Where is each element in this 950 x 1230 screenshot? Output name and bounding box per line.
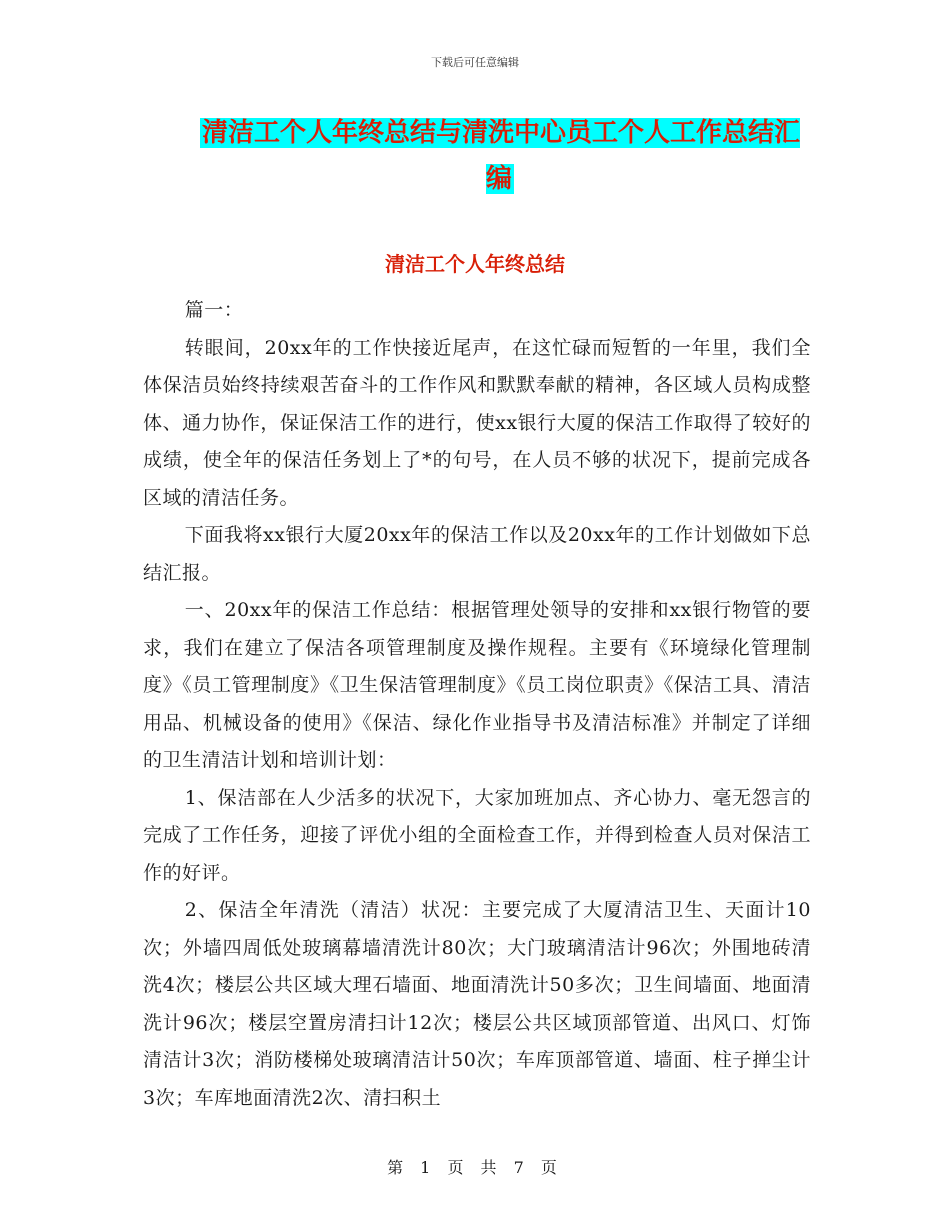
section-title: 清洁工个人年终总结	[385, 252, 565, 276]
paragraph: 篇一：	[184, 299, 244, 321]
page-footer: 第 1 页 共 7 页	[387, 1158, 563, 1177]
paragraph: 2、保洁全年清洗（清洁）状况：主要完成了大厦清洁卫生、天面计10次；外墙四周低处玻璃幕墙清洗计80次；大门玻璃清洁计96次；外围地砖清洗4次；楼层公共区域大理石墙面、地面清洗计50多次；卫生间墙面、地面清洗计96次；楼层空置房清扫计12次；楼层公共区域顶部管道、出风口、灯饰清洁计3次；消防楼梯处玻璃清洁计50次；车库顶部管道、墙面、柱子掸尘计3次；车库地面清洗2次、清扫积土	[143, 899, 811, 1109]
paragraph: 一、20xx年的保洁工作总结：根据管理处领导的安排和xx银行物管的要求，我们在建立了保洁各项管理制度及操作规程。主要有《环境绿化管理制度》《员工管理制度》《卫生保洁管理制度》《员工岗位职责》《保洁工具、清洁用品、机械设备的使用》《保洁、绿化作业指导书及清洁标准》并制定了详细的卫生清洁计划和培训计划：	[143, 599, 811, 771]
paragraph: 下面我将xx银行大厦20xx年的保洁工作以及20xx年的工作计划做如下总结汇报。	[143, 524, 811, 584]
paragraph: 转眼间，20xx年的工作快接近尾声，在这忙碌而短暂的一年里，我们全体保洁员始终持续艰苦奋斗的工作作风和默默奉献的精神，各区域人员构成整体、通力协作，保证保洁工作的进行，使xx银行大厦的保洁工作取得了较好的成绩，使全年的保洁任务划上了*的句号，在人员不够的状况下，提前完成各区域的清洁任务。	[143, 336, 811, 509]
document-title	[190, 110, 810, 202]
document-body	[143, 292, 811, 1117]
paragraph: 1、保洁部在人少活多的状况下，大家加班加点、齐心协力、毫无怨言的完成了工作任务，迎接了评优小组的全面检查工作，并得到检查人员对保洁工作的好评。	[143, 786, 811, 884]
document-title-text: 清洁工个人年终总结与清洗中心员工个人工作总结汇编	[201, 118, 800, 194]
header-note: 下载后可任意编辑	[431, 56, 519, 69]
